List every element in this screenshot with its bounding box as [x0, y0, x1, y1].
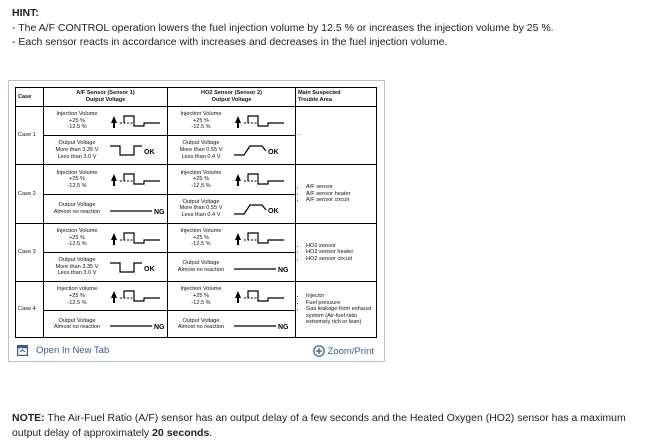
open-in-new-tab-label: Open In New Tab	[36, 345, 110, 356]
open-in-new-tab-link[interactable]	[17, 345, 109, 356]
header-case: Case	[16, 88, 44, 107]
sensor-table	[15, 87, 377, 338]
injection-minus: -12.5 %	[67, 124, 87, 131]
note-text: The Air-Fuel Ratio (A/F) sensor has an output delay of a few seconds and the Heated Oxygen (HO2) sensor has a maximum output delay of approximately	[12, 412, 626, 439]
voltage-low: Less than 3.0 V	[57, 153, 97, 160]
voltage-high: More than 3.35 V	[55, 263, 99, 270]
case-3-label: Case 3	[16, 223, 44, 281]
injection-waveform-icon	[108, 229, 170, 247]
output-voltage-label: Output Voltage	[182, 198, 220, 205]
case-4-label: Case 4	[16, 282, 44, 338]
case-4-af-injection	[44, 282, 168, 311]
case-3-trouble: • HO2 sensor • HO2 sensor heater • HO2 sensor circuit	[296, 223, 377, 281]
injection-minus: -12.5 %	[67, 182, 87, 189]
case-2-trouble: • A/F sensor • A/F sensor heater • A/F sensor circuit	[296, 165, 377, 223]
case-2-ho2-output	[168, 194, 296, 223]
case-1-ho2-injection	[168, 107, 296, 136]
ng-flat-line-icon	[108, 315, 170, 333]
injection-waveform-icon	[108, 287, 170, 305]
case-4-ho2-injection	[168, 282, 296, 311]
case-1-ho2-output	[168, 136, 296, 165]
hint-title: HINT:	[12, 7, 39, 19]
case-1-af-injection	[44, 107, 168, 136]
injection-waveform-icon	[232, 112, 294, 130]
case-3-af-output	[44, 252, 168, 281]
hint-line-2: - Each sensor reacts in accordance with increases and decreases in the fuel injection volume.	[12, 36, 448, 48]
output-voltage-label: Output Voltage	[182, 260, 220, 267]
af-ok-waveform-icon	[108, 258, 170, 276]
ng-flat-line-icon	[232, 315, 294, 333]
note-emphasis: 20 seconds	[152, 426, 210, 439]
injection-label: Injection volume	[56, 286, 98, 293]
injection-minus: -12.5 %	[191, 124, 211, 131]
case-2-af-injection	[44, 165, 168, 194]
hint-section	[12, 6, 642, 50]
case-1-label: Case 1	[16, 107, 44, 165]
hint-line-1: - The A/F CONTROL operation lowers the fuel injection volume by 12.5 % or increases the injection volume by 25 %.	[12, 21, 554, 34]
injection-waveform-icon	[232, 287, 294, 305]
voltage-low: Less than 0.4 V	[181, 153, 221, 160]
case-3-ho2-output	[168, 252, 296, 281]
injection-plus: +25 %	[192, 117, 210, 124]
case-4-ho2-output	[168, 311, 296, 338]
diagram-frame	[8, 80, 385, 362]
ho2-ok-waveform-icon	[232, 141, 294, 159]
header-ho2: HO2 Sensor (Sensor 2) Output Voltage	[168, 88, 296, 107]
voltage-high: More than 0.55 V	[179, 146, 223, 153]
output-voltage-label: Output Voltage	[58, 140, 96, 147]
status-ok: OK	[144, 149, 155, 157]
injection-minus: -12.5 %	[67, 241, 87, 248]
note-section	[12, 411, 642, 440]
case-2-ho2-injection	[168, 165, 296, 194]
output-voltage-label: Output Voltage	[58, 257, 96, 264]
injection-plus: +25 %	[68, 292, 86, 299]
voltage-high: More than 0.55 V	[179, 205, 223, 212]
injection-label: Injection Volume	[56, 111, 98, 118]
new-tab-icon	[17, 345, 28, 356]
case-1-trouble: -	[296, 107, 377, 165]
header-af: A/F Sensor (Sensor 1) Output Voltage	[44, 88, 168, 107]
injection-label: Injection Volume	[180, 227, 222, 234]
injection-label: Injection Volume	[56, 227, 98, 234]
injection-waveform-icon	[232, 229, 294, 247]
status-ng: NG	[278, 324, 289, 332]
injection-minus: -12.5 %	[191, 182, 211, 189]
injection-minus: -12.5 %	[67, 299, 87, 306]
output-voltage-label: Output Voltage	[58, 202, 96, 209]
case-2-af-output	[44, 194, 168, 223]
output-voltage-label: Output Voltage	[182, 140, 220, 147]
injection-waveform-icon	[108, 112, 170, 130]
injection-waveform-icon	[108, 170, 170, 188]
injection-plus: +25 %	[68, 117, 86, 124]
zoom-print-label: Zoom/Print	[327, 345, 374, 357]
case-4-af-output	[44, 311, 168, 338]
case-3-af-injection	[44, 223, 168, 252]
status-ok: OK	[144, 266, 155, 274]
case-1-af-output	[44, 136, 168, 165]
voltage-low: Less than 3.0 V	[57, 270, 97, 277]
injection-waveform-icon	[232, 170, 294, 188]
note-end: .	[209, 426, 213, 439]
no-reaction-text: Almost no reaction	[53, 324, 101, 331]
injection-plus: +25 %	[68, 234, 86, 241]
no-reaction-text: Almost no reaction	[177, 267, 225, 274]
status-ng: NG	[154, 208, 165, 216]
output-voltage-label: Output Voltage	[58, 317, 96, 324]
zoom-print-button[interactable]	[313, 345, 374, 357]
diagram-toolbar	[9, 343, 384, 361]
output-voltage-label: Output Voltage	[182, 317, 220, 324]
status-ok: OK	[268, 149, 279, 157]
no-reaction-text: Almost no reaction	[177, 324, 225, 331]
af-ok-waveform-icon	[108, 141, 170, 159]
injection-plus: +25 %	[192, 176, 210, 183]
injection-plus: +25 %	[192, 234, 210, 241]
injection-minus: -12.5 %	[191, 299, 211, 306]
voltage-low: Less than 0.4 V	[181, 211, 221, 218]
ng-flat-line-icon	[232, 258, 294, 276]
case-3-ho2-injection	[168, 223, 296, 252]
injection-plus: +25 %	[192, 292, 210, 299]
ho2-ok-waveform-icon	[232, 200, 294, 218]
note-label: NOTE:	[12, 412, 45, 424]
injection-label: Injection Volume	[180, 169, 222, 176]
injection-minus: -12.5 %	[191, 241, 211, 248]
case-2-label: Case 2	[16, 165, 44, 223]
header-trouble: Main Suspected Trouble Area	[296, 88, 377, 107]
ng-flat-line-icon	[108, 200, 170, 218]
status-ng: NG	[154, 324, 165, 332]
injection-plus: +25 %	[68, 176, 86, 183]
voltage-high: More than 3.35 V	[55, 146, 99, 153]
injection-label: Injection Volume	[180, 286, 222, 293]
case-4-trouble: • Injector • Fuel pressure • Gas leakage from exhaust system (Air-fuel ratio extremely rich or lean)	[296, 282, 377, 338]
injection-label: Injection Volume	[180, 111, 222, 118]
status-ng: NG	[278, 267, 289, 275]
zoom-plus-icon	[313, 345, 325, 357]
no-reaction-text: Almost no reaction	[53, 208, 101, 215]
status-ok: OK	[268, 207, 279, 215]
injection-label: Injection Volume	[56, 169, 98, 176]
